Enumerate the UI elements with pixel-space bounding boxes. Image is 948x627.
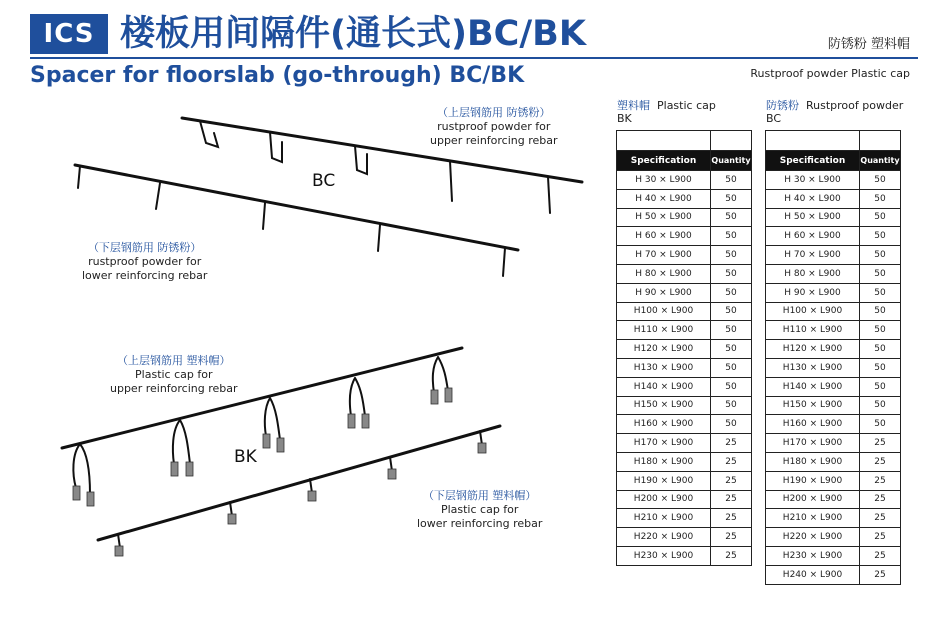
bc-table-title-en: Rustproof powder	[806, 99, 904, 112]
table-row	[766, 283, 901, 302]
table-row	[617, 227, 752, 246]
spec-cell: H 40 × L900	[617, 189, 711, 208]
table-row	[617, 528, 752, 547]
quantity-cell: 50	[711, 171, 752, 190]
spec-cell: H210 × L900	[766, 509, 860, 528]
table-row	[766, 171, 901, 190]
table-row	[766, 396, 901, 415]
spec-cell: H220 × L900	[617, 528, 711, 547]
bk-table-title-en: Plastic cap	[657, 99, 716, 112]
table-row	[766, 471, 901, 490]
bk-lower-callout-en2: lower reinforcing rebar	[417, 517, 543, 530]
quantity-cell: 50	[860, 358, 901, 377]
quantity-cell: 50	[860, 189, 901, 208]
table-row	[766, 227, 901, 246]
spec-cell: H 90 × L900	[617, 283, 711, 302]
table-row	[766, 377, 901, 396]
spec-cell: H 90 × L900	[766, 283, 860, 302]
spec-cell: H140 × L900	[766, 377, 860, 396]
table-row	[617, 302, 752, 321]
quantity-cell: 50	[860, 396, 901, 415]
spec-cell: H110 × L900	[766, 321, 860, 340]
table-row	[766, 509, 901, 528]
spec-cell: H 70 × L900	[766, 246, 860, 265]
spec-cell: H 40 × L900	[766, 189, 860, 208]
spec-cell: H170 × L900	[617, 434, 711, 453]
quantity-cell: 25	[860, 565, 901, 584]
quantity-cell: 50	[860, 227, 901, 246]
spec-cell: H100 × L900	[617, 302, 711, 321]
quantity-cell: 25	[860, 452, 901, 471]
bc-lower-callout	[82, 241, 207, 283]
spec-cell: H 60 × L900	[617, 227, 711, 246]
page-title-en: Spacer for floorslab (go-through) BC/BK	[30, 63, 525, 88]
quantity-cell: 50	[860, 264, 901, 283]
bk-table-heading	[617, 99, 716, 125]
bk-table-title-cn: 塑料帽	[617, 99, 650, 112]
spec-cell: H210 × L900	[617, 509, 711, 528]
spec-cell: H200 × L900	[617, 490, 711, 509]
bc-table-title-cn: 防锈粉	[766, 99, 799, 112]
table-row	[617, 189, 752, 208]
page-title-cn: 楼板用间隔件(通长式)BC/BK	[120, 14, 586, 54]
spec-cell: H140 × L900	[617, 377, 711, 396]
table-row	[766, 415, 901, 434]
spec-cell: H230 × L900	[617, 546, 711, 565]
table-row	[617, 434, 752, 453]
spec-cell: H150 × L900	[617, 396, 711, 415]
variant-legend-en: Rustproof powder Plastic cap	[750, 67, 910, 80]
spec-cell: H130 × L900	[766, 358, 860, 377]
bk-col-spec: Specification	[617, 151, 711, 171]
quantity-cell: 25	[711, 471, 752, 490]
table-row	[617, 546, 752, 565]
bc-col-qty: Quantity	[860, 151, 901, 171]
quantity-cell: 25	[711, 509, 752, 528]
quantity-cell: 50	[711, 227, 752, 246]
table-row	[766, 264, 901, 283]
quantity-cell: 50	[711, 264, 752, 283]
quantity-cell: 25	[860, 509, 901, 528]
spec-cell: H180 × L900	[766, 452, 860, 471]
bc-lower-callout-en2: lower reinforcing rebar	[82, 269, 208, 282]
quantity-cell: 50	[711, 415, 752, 434]
table-row	[766, 246, 901, 265]
quantity-cell: 25	[860, 471, 901, 490]
bk-lower-callout-en1: Plastic cap for	[440, 503, 519, 516]
table-row	[617, 509, 752, 528]
quantity-cell: 25	[860, 490, 901, 509]
spec-cell: H220 × L900	[766, 528, 860, 547]
spec-cell: H110 × L900	[617, 321, 711, 340]
spec-cell: H 30 × L900	[617, 171, 711, 190]
table-row	[617, 340, 752, 359]
spec-cell: H180 × L900	[617, 452, 711, 471]
quantity-cell: 50	[711, 189, 752, 208]
spec-cell: H170 × L900	[766, 434, 860, 453]
spacer-illustration	[0, 90, 600, 620]
spec-cell: H230 × L900	[766, 546, 860, 565]
bc-upper-callout	[430, 106, 558, 148]
bc-upper-callout-en2: upper reinforcing rebar	[430, 134, 558, 147]
quantity-cell: 25	[860, 528, 901, 547]
bk-upper-callout-en2: upper reinforcing rebar	[110, 382, 238, 395]
table-row	[617, 471, 752, 490]
table-row	[617, 321, 752, 340]
spec-cell: H 60 × L900	[766, 227, 860, 246]
table-row	[617, 171, 752, 190]
table-row	[766, 546, 901, 565]
bc-label: BC	[312, 171, 336, 191]
bk-lower-callout-cn: （下层钢筋用 塑料帽）	[422, 489, 537, 502]
table-row	[766, 189, 901, 208]
quantity-cell: 50	[711, 377, 752, 396]
quantity-cell: 25	[711, 434, 752, 453]
spec-cell: H190 × L900	[617, 471, 711, 490]
title-rule	[30, 57, 918, 59]
spec-cell: H 50 × L900	[617, 208, 711, 227]
table-row	[766, 528, 901, 547]
table-row	[766, 490, 901, 509]
quantity-cell: 50	[860, 340, 901, 359]
table-row	[617, 358, 752, 377]
bc-col-spec: Specification	[766, 151, 860, 171]
spec-cell: H 30 × L900	[766, 171, 860, 190]
spec-cell: H 50 × L900	[766, 208, 860, 227]
bc-upper-callout-en1: rustproof powder for	[437, 120, 551, 133]
table-row	[617, 264, 752, 283]
quantity-cell: 25	[711, 546, 752, 565]
quantity-cell: 50	[860, 321, 901, 340]
quantity-cell: 25	[860, 546, 901, 565]
table-row	[766, 452, 901, 471]
quantity-cell: 50	[860, 415, 901, 434]
company-logo: ICS	[30, 14, 108, 54]
spec-cell: H130 × L900	[617, 358, 711, 377]
bc-lower-callout-cn: （下层钢筋用 防锈粉）	[87, 241, 202, 254]
spec-cell: H 70 × L900	[617, 246, 711, 265]
bc-upper-callout-cn: （上层钢筋用 防锈粉）	[437, 106, 551, 119]
quantity-cell: 25	[711, 490, 752, 509]
bc-table-code: BC	[766, 112, 782, 125]
spec-cell: H 80 × L900	[766, 264, 860, 283]
quantity-cell: 50	[860, 302, 901, 321]
table-row	[766, 434, 901, 453]
spec-cell: H 80 × L900	[617, 264, 711, 283]
quantity-cell: 25	[860, 434, 901, 453]
quantity-cell: 50	[860, 283, 901, 302]
table-row	[617, 208, 752, 227]
variant-legend-cn: 防锈粉 塑料帽	[827, 37, 910, 52]
spec-cell: H200 × L900	[766, 490, 860, 509]
quantity-cell: 50	[711, 396, 752, 415]
table-row	[617, 283, 752, 302]
quantity-cell: 50	[860, 208, 901, 227]
spec-cell: H150 × L900	[766, 396, 860, 415]
spec-cell: H160 × L900	[617, 415, 711, 434]
quantity-cell: 25	[711, 452, 752, 471]
spec-cell: H120 × L900	[766, 340, 860, 359]
bc-spec-table	[765, 130, 901, 585]
table-row	[617, 246, 752, 265]
quantity-cell: 50	[711, 340, 752, 359]
quantity-cell: 50	[711, 358, 752, 377]
table-row	[617, 396, 752, 415]
bk-col-qty: Quantity	[711, 151, 752, 171]
bk-label: BK	[234, 447, 257, 467]
quantity-cell: 50	[711, 208, 752, 227]
spec-cell: H120 × L900	[617, 340, 711, 359]
spec-cell: H160 × L900	[766, 415, 860, 434]
spec-cell: H240 × L900	[766, 565, 860, 584]
quantity-cell: 50	[711, 246, 752, 265]
bk-spec-table	[616, 130, 752, 566]
bc-lower-callout-en1: rustproof powder for	[88, 255, 202, 268]
table-row	[766, 358, 901, 377]
table-row	[766, 208, 901, 227]
quantity-cell: 50	[711, 302, 752, 321]
bk-lower-callout	[417, 489, 542, 531]
bk-upper-callout-en1: Plastic cap for	[135, 368, 213, 381]
bk-table-code: BK	[617, 112, 632, 125]
quantity-cell: 50	[711, 283, 752, 302]
bk-upper-callout-cn: （上层钢筋用 塑料帽）	[117, 354, 231, 367]
quantity-cell: 25	[711, 528, 752, 547]
table-row	[617, 377, 752, 396]
table-row	[617, 415, 752, 434]
table-row	[617, 490, 752, 509]
table-row	[766, 321, 901, 340]
quantity-cell: 50	[860, 377, 901, 396]
spec-cell: H190 × L900	[766, 471, 860, 490]
quantity-cell: 50	[711, 321, 752, 340]
bk-upper-callout	[110, 354, 238, 396]
table-row	[766, 302, 901, 321]
table-row	[617, 452, 752, 471]
bc-table-heading	[766, 99, 903, 125]
table-row	[766, 340, 901, 359]
quantity-cell: 50	[860, 246, 901, 265]
table-row	[766, 565, 901, 584]
quantity-cell: 50	[860, 171, 901, 190]
spec-cell: H100 × L900	[766, 302, 860, 321]
